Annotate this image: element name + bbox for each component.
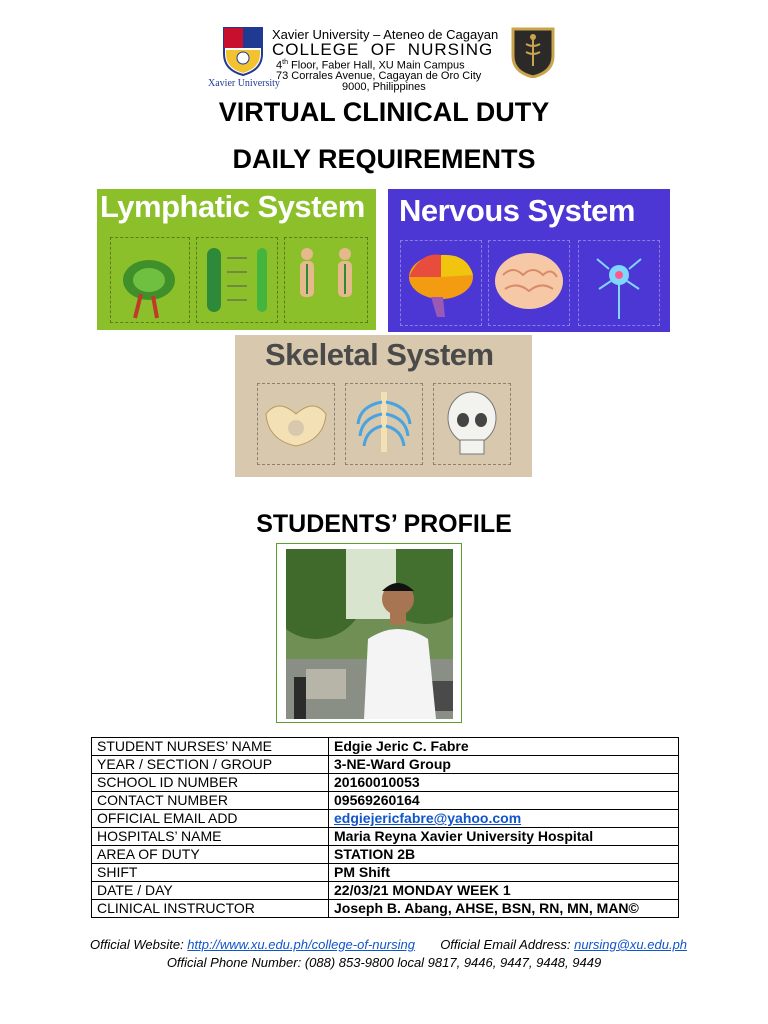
student-photo bbox=[276, 543, 462, 723]
neuron-illustration bbox=[578, 240, 660, 326]
xu-seal-logo bbox=[222, 26, 264, 76]
nervous-title: Nervous System bbox=[399, 193, 635, 228]
university-name: Xavier University – Ateneo de Cagayan bbox=[272, 27, 499, 42]
brain-illustration bbox=[488, 240, 570, 326]
skeletal-title: Skeletal System bbox=[265, 337, 494, 372]
student-email-link[interactable]: edgiejericfabre@yahoo.com bbox=[334, 810, 522, 826]
row-value: 20160010053 bbox=[329, 774, 679, 792]
pelvis-illustration bbox=[257, 383, 335, 465]
table-row bbox=[92, 846, 679, 864]
zip-country: 9000, Philippines bbox=[342, 81, 426, 93]
college-email-link[interactable]: nursing@xu.edu.ph bbox=[574, 937, 688, 952]
row-value: Edgie Jeric C. Fabre bbox=[329, 738, 679, 756]
lymphatic-system-panel bbox=[97, 189, 376, 330]
nursing-seal-logo bbox=[510, 26, 556, 78]
lymph-body-illustration bbox=[284, 237, 368, 323]
campus-floor: 4th Floor, Faber Hall, XU Main Campus bbox=[276, 59, 465, 72]
lymph-node-illustration bbox=[110, 237, 190, 323]
table-row bbox=[92, 828, 679, 846]
table-row bbox=[92, 864, 679, 882]
row-value bbox=[329, 810, 679, 828]
page-subtitle: DAILY REQUIREMENTS bbox=[232, 144, 536, 174]
street-address: 73 Corrales Avenue, Cagayan de Oro City bbox=[276, 70, 482, 82]
table-row bbox=[92, 792, 679, 810]
skeletal-system-panel bbox=[235, 335, 532, 477]
ribcage-illustration bbox=[345, 383, 423, 465]
footer-contacts bbox=[90, 937, 687, 952]
table-row bbox=[92, 774, 679, 792]
row-label: HOSPITALS’ NAME bbox=[92, 828, 329, 846]
row-value: PM Shift bbox=[329, 864, 679, 882]
row-value: 09569260164 bbox=[329, 792, 679, 810]
footer-phone: Official Phone Number: (088) 853-9800 local 9817, 9446, 9447, 9448, 9449 bbox=[166, 955, 602, 970]
lymph-vessel-illustration bbox=[196, 237, 278, 323]
college-name: COLLEGE OF NURSING bbox=[272, 40, 494, 59]
student-profile-table bbox=[91, 737, 679, 918]
row-label: CONTACT NUMBER bbox=[92, 792, 329, 810]
table-row bbox=[92, 882, 679, 900]
table-row bbox=[92, 738, 679, 756]
brain-lobes-illustration bbox=[400, 240, 482, 326]
website-label: Official Website: bbox=[90, 937, 188, 952]
row-value: 3-NE-Ward Group bbox=[329, 756, 679, 774]
row-label: SCHOOL ID NUMBER bbox=[92, 774, 329, 792]
lymphatic-title: Lymphatic System bbox=[100, 189, 365, 224]
row-label: AREA OF DUTY bbox=[92, 846, 329, 864]
row-value: Joseph B. Abang, AHSE, BSN, RN, MN, MAN© bbox=[329, 900, 679, 918]
row-label: CLINICAL INSTRUCTOR bbox=[92, 900, 329, 918]
row-label: SHIFT bbox=[92, 864, 329, 882]
table-row bbox=[92, 756, 679, 774]
row-value: 22/03/21 MONDAY WEEK 1 bbox=[329, 882, 679, 900]
row-label: DATE / DAY bbox=[92, 882, 329, 900]
email-label: Official Email Address: bbox=[440, 937, 575, 952]
logo-caption: Xavier University bbox=[208, 78, 280, 89]
row-value: Maria Reyna Xavier University Hospital bbox=[329, 828, 679, 846]
page-title: VIRTUAL CLINICAL DUTY bbox=[218, 97, 550, 127]
skull-illustration bbox=[433, 383, 511, 465]
nervous-system-panel bbox=[388, 189, 670, 332]
row-label: OFFICIAL EMAIL ADD bbox=[92, 810, 329, 828]
profile-heading: STUDENTS’ PROFILE bbox=[256, 510, 512, 538]
row-label: YEAR / SECTION / GROUP bbox=[92, 756, 329, 774]
website-link[interactable]: http://www.xu.edu.ph/college-of-nursing bbox=[187, 937, 415, 952]
table-row bbox=[92, 810, 679, 828]
row-label: STUDENT NURSES’ NAME bbox=[92, 738, 329, 756]
row-value: STATION 2B bbox=[329, 846, 679, 864]
table-row bbox=[92, 900, 679, 918]
